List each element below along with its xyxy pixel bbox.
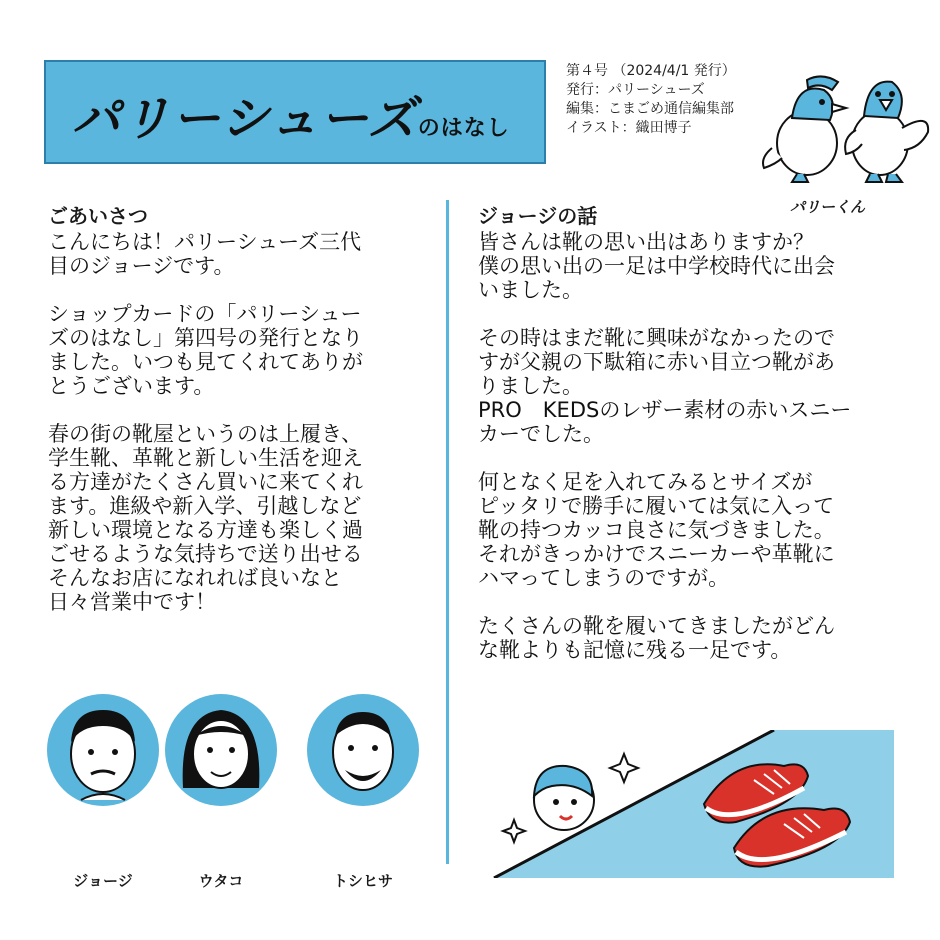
george-portrait: [45, 692, 161, 808]
page-title: [72, 80, 510, 149]
greeting-heading: ごあいさつ: [48, 204, 148, 228]
red-sneakers-illustration: [474, 730, 894, 878]
story-heading: ジョージの話: [478, 204, 598, 228]
story-body: 皆さんは靴の思い出はありますか？ 僕の思い出の一足は中学校時代に出会 いました。 その時はまだ靴に興味がなかったので すが父親の下駄箱に赤い目立つ靴があ りました。 PRO KEDSのレザー素材の赤いスニー カーでした。 何となく足を入れてみるとサイズが ピッタリで勝手に履いては気に入って 靴の持つカッコ良さに気づきました。 それがきっかけでスニーカーや革靴に ハマってしまうのですが。 たくさんの靴を履いてきましたがどん な靴よりも記憶に残る一足です。: [478, 230, 852, 662]
utako-portrait: [163, 692, 279, 808]
mascot-label: パリーくん: [790, 198, 866, 216]
editor: 編集：こまごめ通信編集部: [566, 101, 734, 117]
publisher: 発行：パリーシューズ: [566, 82, 705, 98]
column-divider: [446, 200, 449, 864]
pigeon-mascot-icon: [752, 68, 932, 190]
toshihisa-portrait: [305, 692, 421, 808]
title-main: パリーシューズ: [72, 91, 418, 147]
title-sub: のはなし: [417, 116, 510, 141]
title-banner: [44, 60, 546, 164]
illustrator: イラスト：織田博子: [566, 120, 692, 136]
greeting-body: こんにちは！パリーシューズ三代 目のジョージです。 ショップカードの「パリーシュー ズのはなし」第四号の発行となり ました。いつも見てくれてありが とうございます。 春の街の靴屋というのは上履き、 学生靴、革靴と新しい生活を迎え る方達がたくさん買いに来てくれ ます。進級や新入学、引越しなど 新しい環境となる方達も楽しく過 ごせるような気持ちで送り出せる そんなお店になれれば良いなと 日々営業中です！: [48, 230, 363, 614]
staff-name-toshihisa: トシヒサ: [332, 872, 393, 890]
staff-name-utako: ウタコ: [198, 872, 244, 890]
issue-meta: [566, 62, 736, 138]
staff-name-george: ジョージ: [73, 872, 133, 890]
issue-number: 第４号 （2024/4/1 発行）: [566, 63, 736, 79]
